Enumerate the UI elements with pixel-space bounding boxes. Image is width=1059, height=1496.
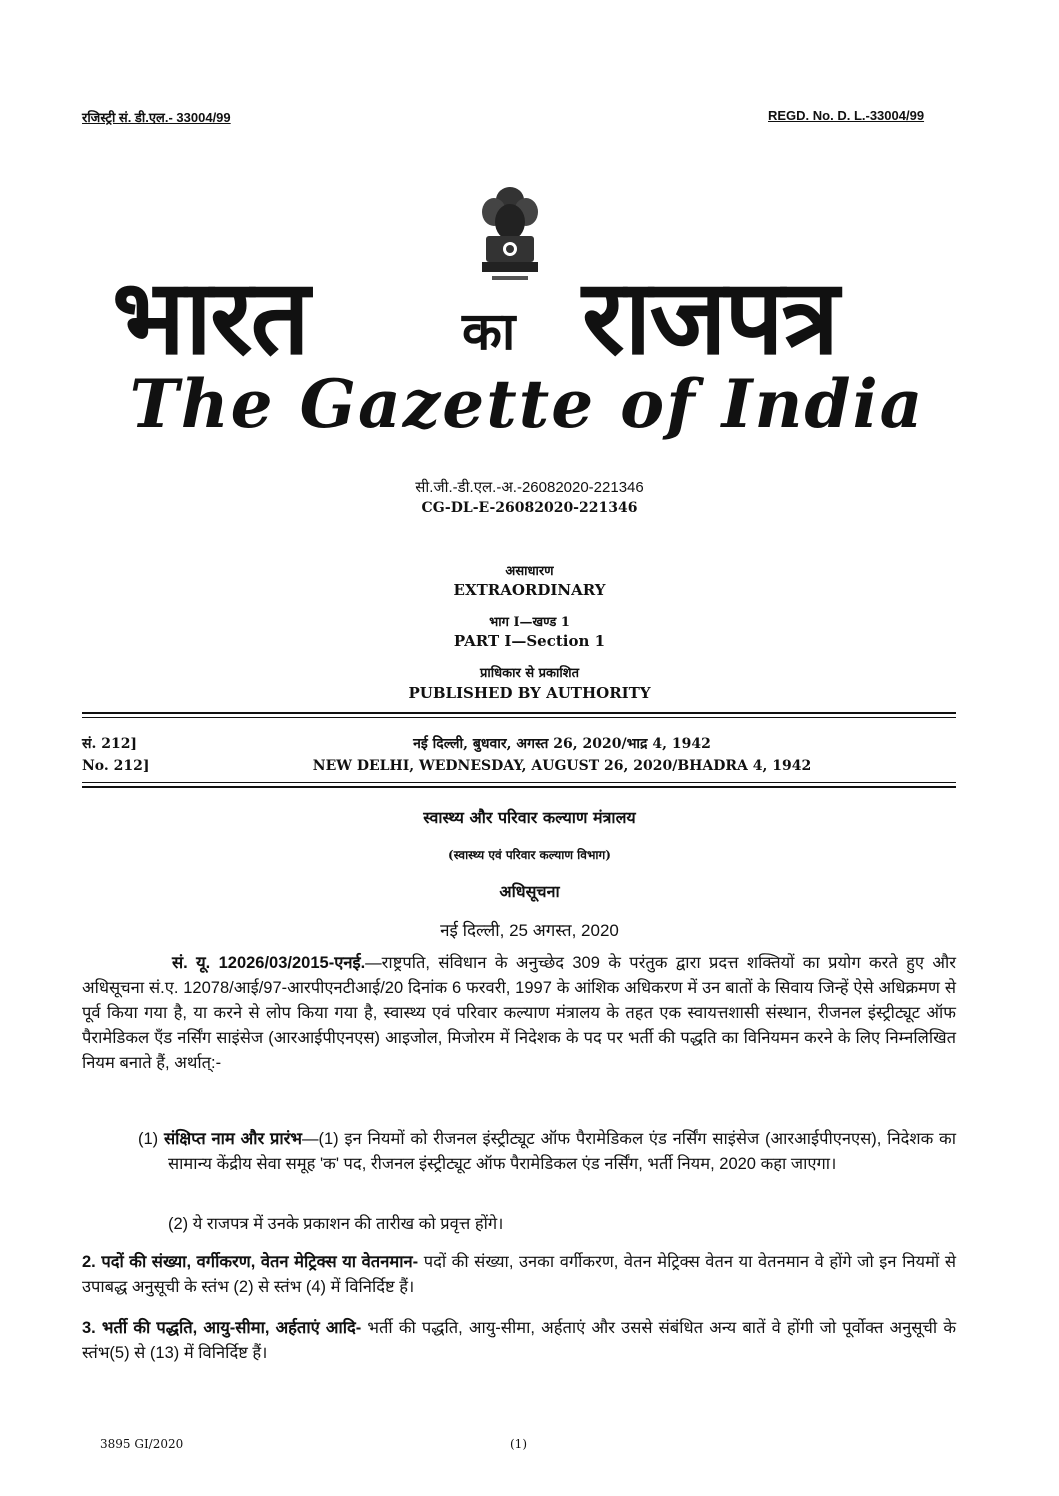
rule-1-heading: संक्षिप्त नाम और प्रारंभ: [163, 1130, 302, 1148]
masthead-hindi-ka: का: [462, 302, 516, 362]
masthead-hindi: [112, 256, 942, 378]
extraordinary-english: EXTRAORDINARY: [453, 581, 606, 599]
regd-number-english: REGD. No. D. L.-33004/99: [768, 108, 925, 123]
rule-1: [138, 1127, 956, 1177]
ministry-title: स्वास्थ्य और परिवार कल्याण मंत्रालय: [423, 808, 636, 827]
notification-reference: सं. यू. 12026/03/2015-एनई.: [172, 954, 366, 972]
gazette-code-english: CG-DL-E-26082020-221346: [421, 500, 638, 516]
issue-date-english: NEW DELHI, WEDNESDAY, AUGUST 26, 2020/BHADRA 4, 1942: [312, 758, 812, 774]
rule-3-heading: 3. भर्ती की पद्धति, आयु-सीमा, अर्हताएं आदि-: [82, 1319, 362, 1337]
gazette-code-hindi: सी.जी.-डी.एल.-अ.-26082020-221346: [415, 479, 644, 496]
masthead-english: The Gazette of India: [129, 365, 925, 443]
issue-number-english: No. 212]: [82, 758, 150, 774]
rule-2: [82, 1250, 956, 1300]
divider: [82, 717, 956, 718]
masthead-hindi-bharat: भारत: [112, 256, 308, 378]
masthead-hindi-rajpatra: राजपत्र: [582, 256, 838, 378]
divider: [82, 786, 956, 788]
rule-2-text: पदों की संख्या, उनका वर्गीकरण, वेतन मेट्रिक्स वेतन या वेतनमान वे होंगे जो इन नियमों से उपाबद्ध अनुसूची के स्तंभ (2) से स्तंभ (4) में विनिर्दिष्ट हैं।: [82, 1253, 956, 1296]
rule-3: [82, 1316, 956, 1366]
rule-3-text: भर्ती की पद्धति, आयु-सीमा, अर्हताएं और उससे संबंधित अन्य बातें वे होंगी जो पूर्वोक्त अनुसूची के स्तंभ(5) से (13) में विनिर्दिष्ट हैं।: [82, 1319, 956, 1362]
issue-date-hindi: नई दिल्ली, बुधवार, अगस्त 26, 2020/भाद्र 4, 1942: [413, 736, 711, 752]
published-hindi: प्राधिकार से प्रकाशित: [480, 666, 579, 681]
department-title: (स्वास्थ्य एवं परिवार कल्याण विभाग): [448, 848, 611, 862]
place-date: नई दिल्ली, 25 अगस्त, 2020: [440, 921, 619, 940]
preamble-paragraph: [82, 951, 956, 1076]
issue-number-hindi: सं. 212]: [82, 736, 138, 752]
divider: [82, 712, 956, 714]
footer-code: 3895 GI/2020: [100, 1437, 184, 1451]
rule-2-heading: 2. पदों की संख्या, वर्गीकरण, वेतन मेट्रिक्स या वेतनमान-: [82, 1253, 419, 1271]
page-number: (1): [510, 1437, 527, 1451]
part-section-english: PART I—Section 1: [453, 632, 606, 650]
preamble-text: —राष्ट्रपति, संविधान के अनुच्छेद 309 के परंतुक द्वारा प्रदत्त शक्तियों का प्रयोग करते हुए और अधिसूचना सं.ए. 12078/आई/97-आरपीएनटीआई/20 दिनांक 6 फरवरी, 1997 के आंशिक अधिकरण में उन बातों के सिवाय जिन्हें ऐसे अधिक्रमण से पूर्व किया गया है, या करने से लोप किया गया है, स्वास्थ्य एवं परिवार कल्याण मंत्रालय के तहत एक स्वायत्तशासी संस्थान, रीजनल इंस्ट्रीट्यूट ऑफ पैरामेडिकल ऍंड नर्सिंग साइंसेज (आरआईपीएनएस) आइजोल, मिजोरम में निदेशक के पद पर भर्ती की पद्धति का विनियमन करने के लिए निम्नलिखित नियम बनाते हैं, अर्थात्:-: [82, 954, 956, 1072]
extraordinary-hindi: असाधारण: [505, 564, 554, 579]
rule-1-number: (1): [138, 1130, 164, 1148]
part-section-hindi: भाग I—खण्ड 1: [489, 615, 570, 630]
published-english: PUBLISHED BY AUTHORITY: [408, 684, 651, 702]
rule-1-sub-2: (2) ये राजपत्र में उनके प्रकाशन की तारीख को प्रवृत्त होंगे।: [168, 1215, 504, 1233]
notification-heading: अधिसूचना: [499, 882, 560, 901]
regd-number-hindi: रजिस्ट्री सं. डी.एल.- 33004/99: [82, 110, 231, 125]
rule-1-text: —(1) इन नियमों को रीजनल इंस्ट्रीट्यूट ऑफ पैरामेडिकल एंड नर्सिंग साइंसेज (आरआईपीएनएस), निदेशक का सामान्य केंद्रीय सेवा समूह 'क' पद, रीजनल इंस्ट्रीट्यूट ऑफ पैरामेडिकल एंड नर्सिंग, भर्ती नियम, 2020 कहा जाएगा।: [168, 1130, 956, 1173]
divider: [82, 782, 956, 783]
